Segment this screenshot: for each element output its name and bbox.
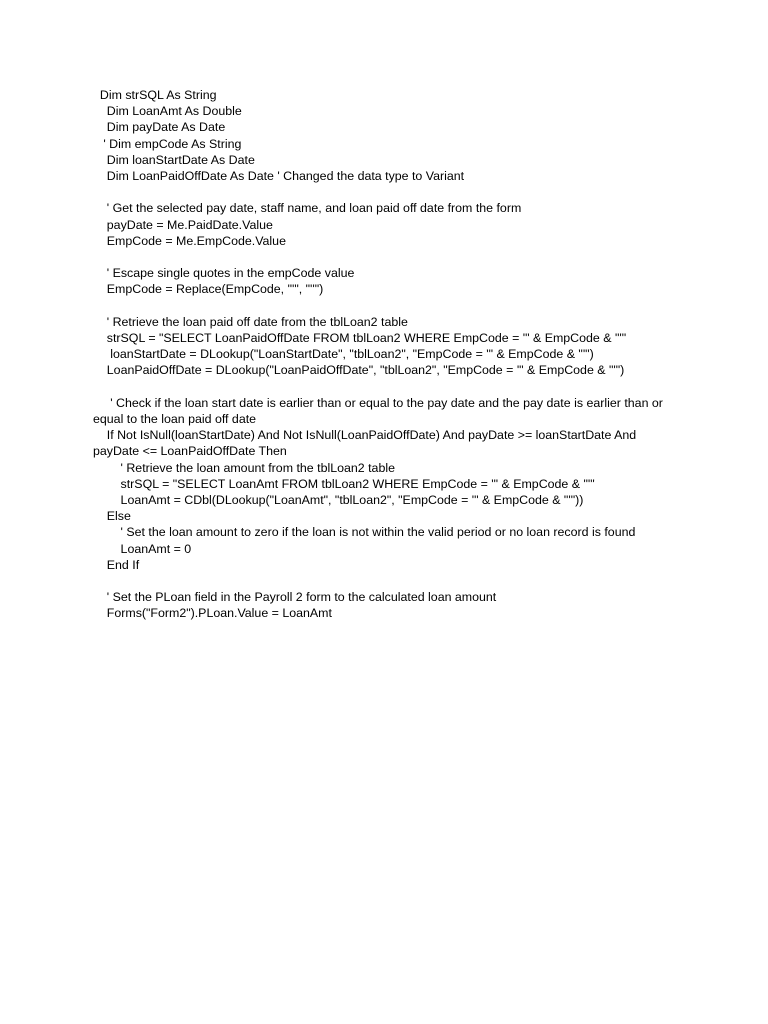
code-line: Dim LoanAmt As Double [93, 104, 242, 119]
code-comment: ' Get the selected pay date, staff name, and loan paid off date from the form [93, 201, 522, 216]
code-line: Dim payDate As Date [93, 120, 226, 135]
code-comment: ' Escape single quotes in the empCode value [93, 266, 355, 281]
code-line: LoanPaidOffDate = DLookup("LoanPaidOffDate", "tblLoan2", "EmpCode = '" & EmpCode & "'") [93, 363, 625, 378]
code-line: Dim strSQL As String [93, 88, 217, 102]
vba-code-block [93, 87, 683, 622]
blank-line [93, 298, 683, 314]
code-line: Forms("Form2").PLoan.Value = LoanAmt [93, 606, 332, 621]
code-comment: ' Retrieve the loan amount from the tblLoan2 table [93, 460, 395, 475]
code-line: LoanAmt = CDbl(DLookup("LoanAmt", "tblLoan2", "EmpCode = '" & EmpCode & "'")) [93, 493, 584, 508]
blank-line [93, 249, 683, 265]
code-line: strSQL = "SELECT LoanPaidOffDate FROM tblLoan2 WHERE EmpCode = '" & EmpCode & "'" [93, 331, 627, 345]
blank-line [93, 573, 683, 589]
code-line: Dim loanStartDate As Date [93, 152, 255, 167]
blank-line [93, 184, 683, 200]
code-line: EmpCode = Me.EmpCode.Value [93, 233, 286, 248]
code-line: Dim LoanPaidOffDate As Date ' Changed the data type to Variant [93, 169, 465, 184]
code-line: payDate = Me.PaidDate.Value [93, 217, 273, 232]
code-comment: ' Set the PLoan field in the Payroll 2 form to the calculated loan amount [93, 590, 497, 605]
code-line: If Not IsNull(loanStartDate) And Not IsNull(LoanPaidOffDate) And payDate >= loanStartDate And payDate <= LoanPaidOffDate Then [93, 428, 640, 459]
code-line: End If [93, 557, 140, 572]
blank-line [93, 379, 683, 395]
code-line: ' Dim empCode As String [93, 136, 242, 151]
code-line: Else [93, 509, 131, 524]
code-comment: ' Set the loan amount to zero if the loan is not within the valid period or no loan record is found [93, 525, 636, 540]
code-line: LoanAmt = 0 [93, 541, 192, 556]
code-line: loanStartDate = DLookup("LoanStartDate", "tblLoan2", "EmpCode = '" & EmpCode & "'") [93, 347, 594, 362]
code-comment: ' Retrieve the loan paid off date from the tblLoan2 table [93, 314, 408, 329]
code-line: EmpCode = Replace(EmpCode, "'", "''") [93, 282, 324, 297]
code-line: strSQL = "SELECT LoanAmt FROM tblLoan2 WHERE EmpCode = '" & EmpCode & "'" [93, 476, 595, 491]
code-comment: ' Check if the loan start date is earlier than or equal to the pay date and the pay date is earlier than or equal to the loan paid off date [93, 395, 667, 426]
